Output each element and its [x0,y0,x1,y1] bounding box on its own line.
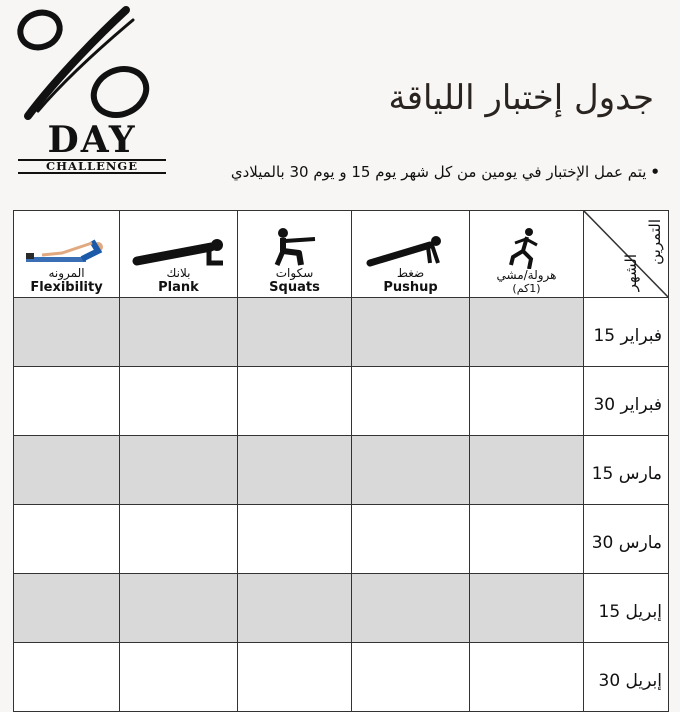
score-cell[interactable] [352,574,470,643]
score-cell[interactable] [14,367,120,436]
fitness-test-table [13,210,669,712]
instruction-text: يتم عمل الإختبار في يومين من كل شهر يوم 15 و يوم 30 بالميلادي [230,163,647,181]
score-cell[interactable] [14,436,120,505]
score-cell[interactable] [120,298,238,367]
exercise-header-plank [120,211,238,298]
table-row [14,298,669,367]
pushup-icon [366,233,456,267]
score-cell[interactable] [470,367,584,436]
corner-month-label: الشهر [622,253,640,291]
exercise-en-label: Pushup [383,280,438,295]
score-cell[interactable] [120,643,238,712]
corner-exercise-label: التمرين [646,219,664,265]
row-date-label: إبريل 30 [584,643,669,712]
exercise-distance-label: (1كم) [512,282,541,295]
score-cell[interactable] [238,298,352,367]
exercise-header-pushup [352,211,470,298]
score-cell[interactable] [352,367,470,436]
exercise-header-squats [238,211,352,298]
exercise-ar-label: بلانك [166,266,191,280]
table-row [14,643,669,712]
score-cell[interactable] [238,436,352,505]
running-icon [507,227,547,269]
squat-icon [265,227,325,267]
exercise-en-label: Squats [269,280,320,295]
score-cell[interactable] [120,505,238,574]
score-cell[interactable] [120,436,238,505]
page-title: جدول إختبار اللياقة [388,78,654,118]
score-cell[interactable] [238,367,352,436]
exercise-header-flexibility [14,211,120,298]
score-cell[interactable] [238,505,352,574]
row-date-label: فبراير 30 [584,367,669,436]
row-date-label: إبريل 15 [584,574,669,643]
logo-day-text: DAY [47,119,137,161]
logo-challenge-text: CHALLENGE [18,159,166,174]
exercise-ar-label: المرونه [48,266,85,280]
score-cell[interactable] [470,436,584,505]
score-cell[interactable] [352,436,470,505]
header-row [14,211,669,298]
exercise-ar-label: سكوات [275,266,314,280]
score-cell[interactable] [14,643,120,712]
table-row [14,367,669,436]
table-row [14,574,669,643]
score-cell[interactable] [470,574,584,643]
table-row [14,436,669,505]
exercise-ar-label: هرولة/مشي [496,268,557,282]
plank-icon [129,233,229,267]
bullet-icon: • [650,163,660,181]
score-cell[interactable] [120,367,238,436]
table-row [14,505,669,574]
score-cell[interactable] [352,505,470,574]
score-cell[interactable] [238,643,352,712]
score-cell[interactable] [352,643,470,712]
score-cell[interactable] [238,574,352,643]
score-cell[interactable] [352,298,470,367]
score-cell[interactable] [120,574,238,643]
exercise-ar-label: ضغط [396,266,425,280]
score-cell[interactable] [14,505,120,574]
score-cell[interactable] [14,298,120,367]
exercise-header-running [470,211,584,298]
score-cell[interactable] [470,298,584,367]
score-cell[interactable] [470,643,584,712]
exercise-en-label: Flexibility [30,280,103,295]
instruction-note [231,163,660,181]
score-cell[interactable] [14,574,120,643]
row-date-label: فبراير 15 [584,298,669,367]
exercise-en-label: Plank [158,280,199,295]
score-cell[interactable] [470,505,584,574]
challenge-logo [8,6,163,174]
row-date-label: مارس 30 [584,505,669,574]
percent-logo-icon [8,6,163,126]
row-date-label: مارس 15 [584,436,669,505]
stretch-icon [22,233,112,267]
table-corner-header [584,211,669,298]
